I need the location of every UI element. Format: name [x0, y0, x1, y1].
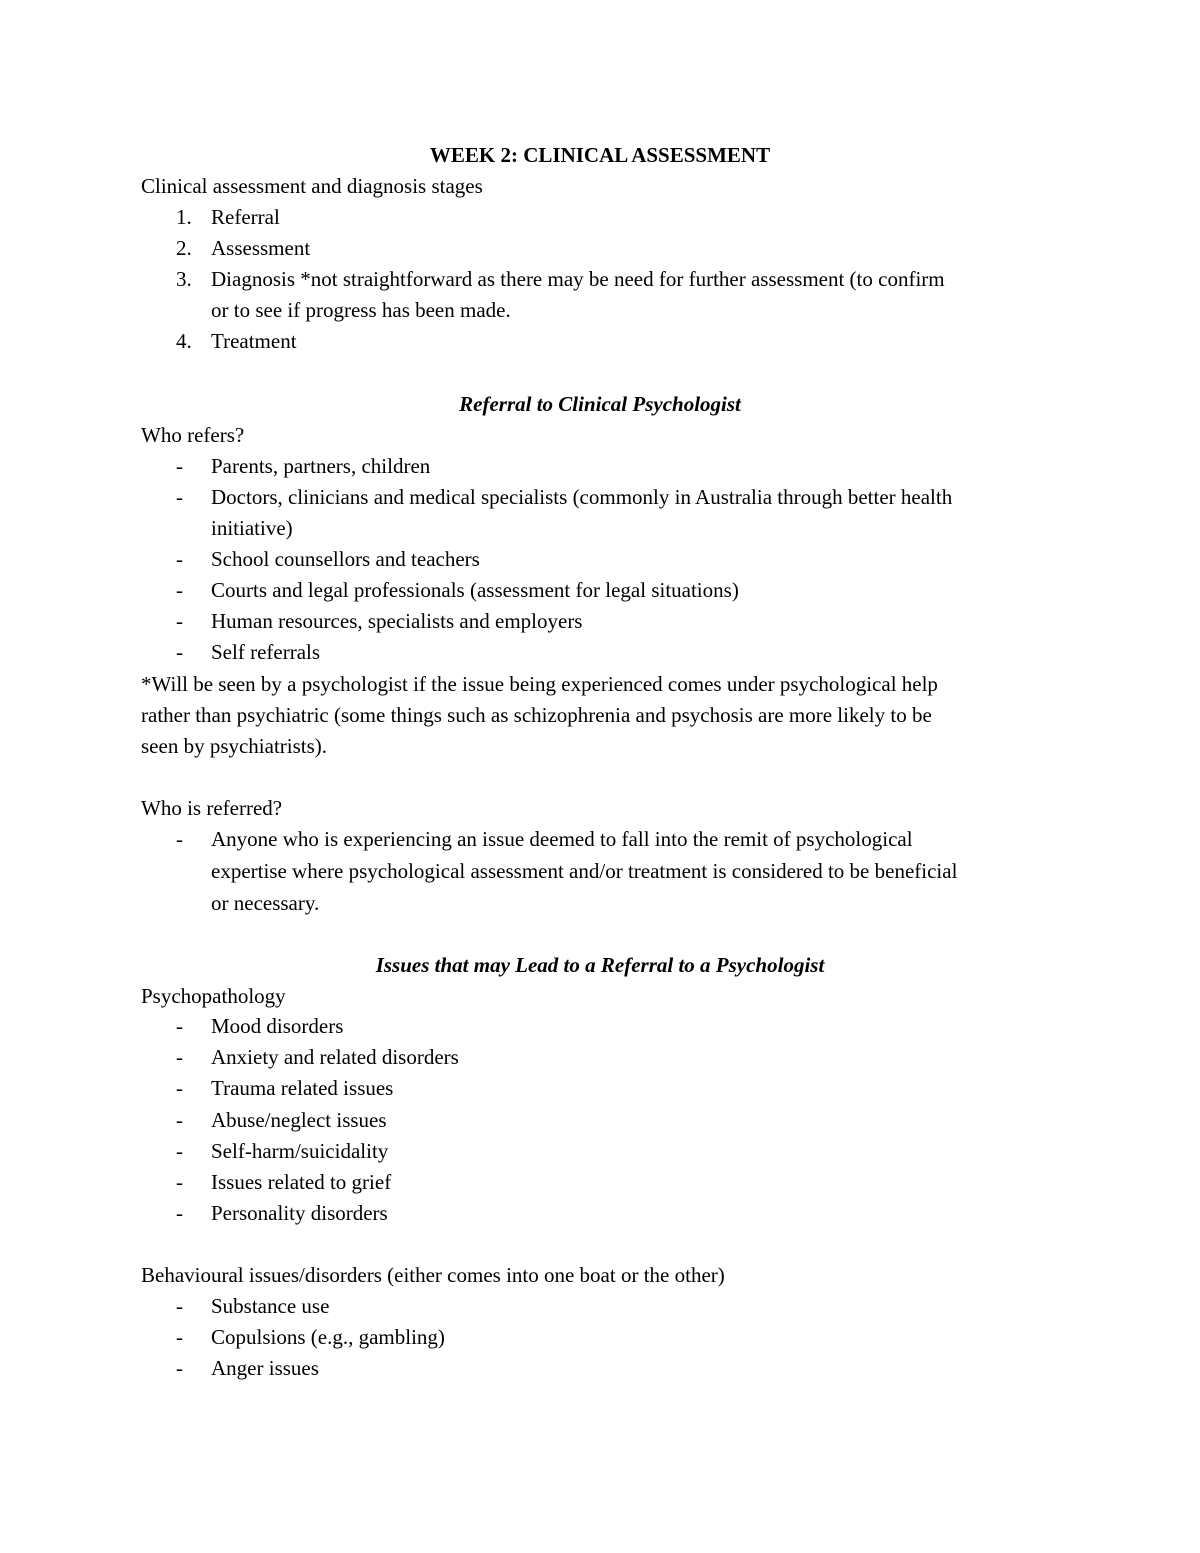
dash-bullet: -	[176, 1325, 183, 1349]
list-item	[176, 1353, 319, 1384]
stage-text: Assessment	[211, 236, 311, 260]
list-item-continued: expertise where psychological assessment and/or treatment is considered to be beneficial	[211, 859, 958, 883]
list-item	[176, 824, 913, 855]
dash-bullet: -	[176, 578, 183, 602]
list-item	[176, 575, 739, 606]
list-item	[176, 1011, 343, 1042]
dash-bullet: -	[176, 1139, 183, 1163]
dash-bullet: -	[176, 1356, 183, 1380]
stage-text: Treatment	[211, 329, 297, 353]
stage-item	[176, 326, 297, 357]
list-item-text: Self-harm/suicidality	[211, 1139, 389, 1163]
behavioural-label: Behavioural issues/disorders (either comes into one boat or the other)	[141, 1263, 725, 1287]
dash-bullet: -	[176, 1014, 183, 1038]
stage-item	[176, 233, 310, 264]
list-item-text: Abuse/neglect issues	[211, 1108, 387, 1132]
dash-bullet: -	[176, 827, 183, 851]
list-item	[176, 637, 320, 668]
list-item	[176, 606, 582, 637]
list-item-continued: or necessary.	[211, 891, 320, 915]
list-item	[176, 1073, 393, 1104]
dash-bullet: -	[176, 1201, 183, 1225]
list-item	[176, 544, 480, 575]
list-item-text: Trauma related issues	[211, 1076, 394, 1100]
list-number: 2.	[176, 236, 192, 260]
dash-bullet: -	[176, 454, 183, 478]
stage-item	[176, 264, 945, 295]
stage-item	[176, 202, 280, 233]
list-item-text: Self referrals	[211, 640, 321, 664]
list-item-text: Anxiety and related disorders	[211, 1045, 459, 1069]
intro-text: Clinical assessment and diagnosis stages	[141, 174, 483, 198]
list-item-text: Courts and legal professionals (assessment for legal situations)	[211, 578, 739, 602]
who-referred-label: Who is referred?	[141, 796, 283, 820]
list-item-text: Personality disorders	[211, 1201, 388, 1225]
list-item-text: Issues related to grief	[211, 1170, 392, 1194]
page-title: WEEK 2: CLINICAL ASSESSMENT	[429, 143, 771, 167]
psychopathology-label: Psychopathology	[141, 984, 286, 1008]
dash-bullet: -	[176, 485, 183, 509]
list-item-text: Human resources, specialists and employers	[211, 609, 583, 633]
list-item	[176, 451, 430, 482]
note-line: seen by psychiatrists).	[141, 734, 328, 758]
list-item-text: Anyone who is experiencing an issue deemed to fall into the remit of psychological	[211, 827, 913, 851]
list-number: 1.	[176, 205, 192, 229]
dash-bullet: -	[176, 1076, 183, 1100]
list-number: 3.	[176, 267, 192, 291]
list-item	[176, 1198, 388, 1229]
section-heading-referral: Referral to Clinical Psychologist	[459, 392, 741, 416]
list-item-text: School counsellors and teachers	[211, 547, 480, 571]
dash-bullet: -	[176, 1108, 183, 1132]
dash-bullet: -	[176, 609, 183, 633]
dash-bullet: -	[176, 1294, 183, 1318]
note-line: rather than psychiatric (some things such as schizophrenia and psychosis are more likely to be	[141, 703, 932, 727]
list-item-text: Copulsions (e.g., gambling)	[211, 1325, 445, 1349]
stage-text: Diagnosis *not straightforward as there may be need for further assessment (to confirm	[211, 267, 945, 291]
list-item	[176, 1136, 388, 1167]
list-item	[176, 1105, 387, 1136]
list-item-text: Parents, partners, children	[211, 454, 431, 478]
list-item-continued: initiative)	[211, 516, 293, 540]
dash-bullet: -	[176, 547, 183, 571]
list-number: 4.	[176, 329, 192, 353]
dash-bullet: -	[176, 1170, 183, 1194]
list-item	[176, 1042, 459, 1073]
list-item-text: Mood disorders	[211, 1014, 344, 1038]
list-item-text: Doctors, clinicians and medical specialists (commonly in Australia through better health	[211, 485, 953, 509]
list-item-text: Anger issues	[211, 1356, 319, 1380]
list-item	[176, 1322, 445, 1353]
dash-bullet: -	[176, 1045, 183, 1069]
list-item	[176, 1291, 329, 1322]
section-heading-issues: Issues that may Lead to a Referral to a Psychologist	[375, 953, 825, 977]
stage-text: Referral	[211, 205, 280, 229]
list-item	[176, 1167, 391, 1198]
note-line: *Will be seen by a psychologist if the issue being experienced comes under psychological help	[141, 672, 938, 696]
list-item-text: Substance use	[211, 1294, 330, 1318]
who-refers-label: Who refers?	[141, 423, 245, 447]
dash-bullet: -	[176, 640, 183, 664]
list-item	[176, 482, 952, 513]
stage-text-continued: or to see if progress has been made.	[211, 298, 511, 322]
